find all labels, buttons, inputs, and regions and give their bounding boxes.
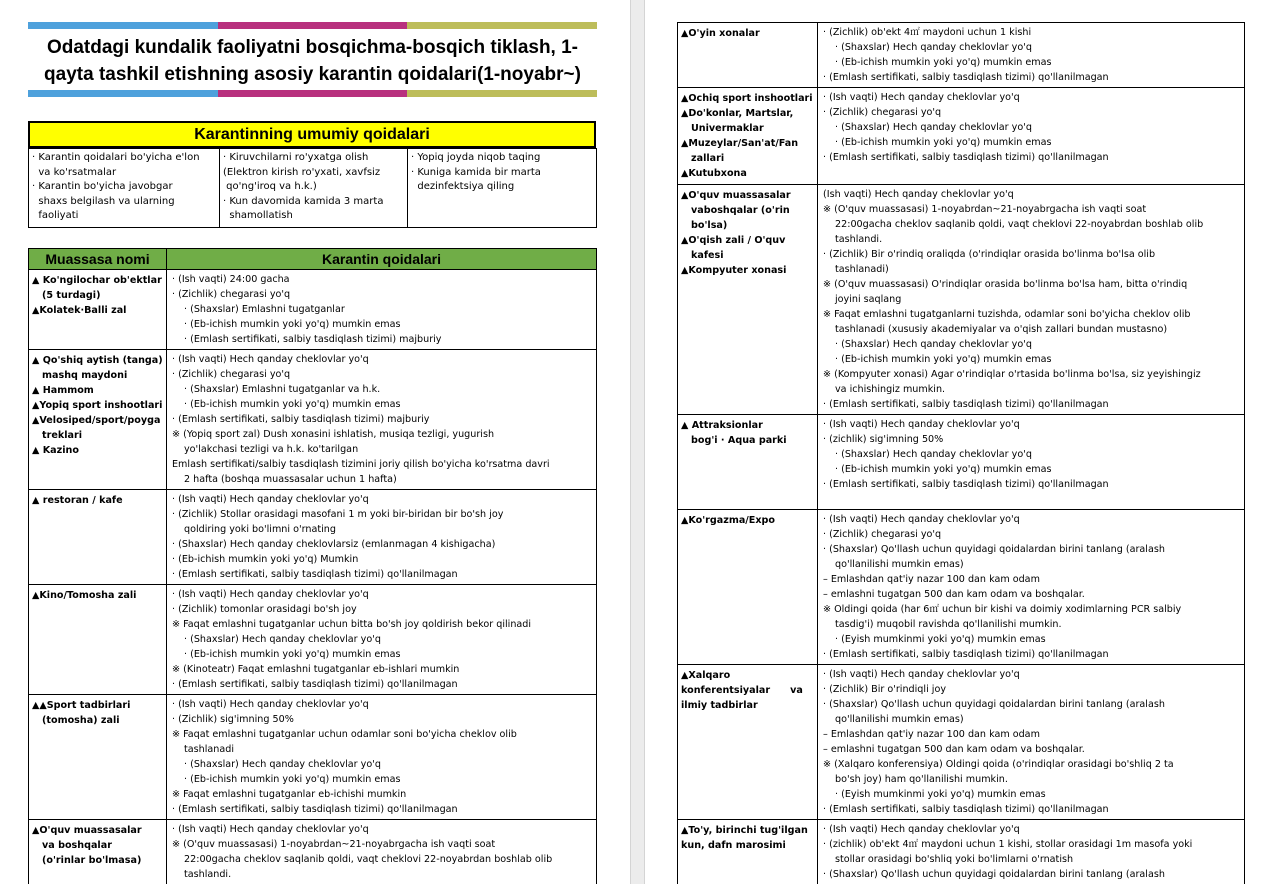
rule-line: · (Ish vaqti) Hech qanday cheklovlar yo'q: [172, 494, 369, 505]
institution-name-cell: [678, 665, 818, 820]
rule-line: · (Zichlik) chegarasi yo'q: [823, 107, 942, 118]
rule-line: stollar orasidagi bo'shliq yoki bo'limlarni o'rnatish: [835, 854, 1074, 865]
rule-line: ※ (Kinoteatr) Faqat emlashni tugatganlar eb-ishlari mumkin: [172, 664, 460, 675]
rule-line: · (Ish vaqti) Hech qanday cheklovlar yo'q: [823, 92, 1020, 103]
institution-name: ▲O'quv muassasalar: [681, 190, 791, 201]
institution-name: ▲To'y, birinchi tug'ilgan: [681, 825, 808, 836]
title-line: qayta tashkil etishning asosiy karantin qoidalari(1-noyabr~): [44, 64, 581, 85]
rule-line: · (Zichlik) Bir o'rindiqli joy: [823, 684, 946, 695]
rule-line: · (Shaxslar) Hech qanday cheklovlar yo'q: [184, 759, 381, 770]
rule-line: [823, 492, 1239, 507]
table-row: [678, 820, 1245, 884]
rule-line: · (Emlash sertifikati, salbiy tasdiqlash tizimi) majburiy: [184, 334, 442, 345]
rule-line: · (Eyish mumkinmi yoki yo'q) mumkin emas: [835, 789, 1046, 800]
quarantine-rules-cell: [818, 415, 1245, 510]
general-rule-line: · Karantin qoidalari bo'yicha e'lon: [32, 152, 200, 163]
institution-name: ilmiy tadbirlar: [681, 700, 758, 711]
rule-line: · (Emlash sertifikati, salbiy tasdiqlash tizimi) qo'llanilmagan: [172, 569, 458, 580]
bottom-color-stripe: [28, 90, 597, 97]
quarantine-rules-cell: [818, 820, 1245, 884]
rule-line: · (Zichlik) Stollar orasidagi masofani 1 m yoki bir-biridan bir bo'sh joy: [172, 509, 504, 520]
rule-line: · (Emlash sertifikati, salbiy tasdiqlash tizimi) qo'llanilmagan: [823, 72, 1109, 83]
general-rule-line: · Kiruvchilarni ro'yxatga olish: [223, 152, 369, 163]
table-row: [678, 185, 1245, 415]
institution-name: ▲Ochiq sport inshootlari: [681, 93, 813, 104]
institution-name: ▲ Hammom: [32, 385, 94, 396]
quarantine-rules-cell: [167, 585, 597, 695]
general-rule-line: shaxs belgilash va ularning: [32, 195, 175, 207]
rule-line: tashlanadi: [184, 744, 234, 755]
rule-line: · (Ish vaqti) Hech qanday cheklovlar yo'q: [172, 589, 369, 600]
general-rules-heading: Karantinning umumiy qoidalari: [28, 121, 596, 148]
page-2: [645, 0, 1280, 884]
rule-line: · (Eyish mumkinmi yoki yo'q) mumkin emas: [835, 634, 1046, 645]
rule-line: · (Emlash sertifikati, salbiy tasdiqlash tizimi) qo'llanilmagan: [823, 649, 1109, 660]
quarantine-rules-cell: [818, 510, 1245, 665]
institution-name: treklari: [32, 430, 83, 441]
institution-name: ▲O'yin xonalar: [681, 28, 760, 39]
rule-line: ※ Faqat emlashni tugatganlar uchun odamlar soni bo'yicha cheklov olib: [172, 729, 517, 740]
rule-line: ※ (Yopiq sport zal) Dush xonasini ishlatish, musiqa tezligi, yugurish: [172, 429, 495, 440]
general-rule-line: · Kun davomida kamida 3 marta: [223, 195, 384, 207]
quarantine-rules-cell: [167, 350, 597, 490]
general-rules-table: [28, 148, 597, 228]
rule-line: ※ (O'quv muassasasi) 1-noyabrdan~21-noyabrgacha ish vaqti soat: [823, 204, 1147, 215]
rule-line: · (Eb-ichish mumkin yoki yo'q) Mumkin: [172, 554, 359, 565]
rule-line: · (Eb-ichish mumkin yoki yo'q) mumkin emas: [835, 464, 1052, 475]
institution-name-cell: [29, 270, 167, 350]
institution-name-cell: [29, 350, 167, 490]
institution-name-cell: [29, 585, 167, 695]
rule-line: va ichishingiz mumkin.: [835, 384, 946, 395]
rule-line: ※ (O'quv muassasasi) O'rindiqlar orasida bo'linma bo'lsa ham, bitta o'rindiq: [823, 279, 1188, 290]
institution-name: ▲Kompyuter xonasi: [681, 265, 787, 276]
rule-line: · (Zichlik) sig'imning 50%: [172, 714, 294, 725]
rule-line: · (Shaxslar) Hech qanday cheklovlar yo'q: [835, 339, 1032, 350]
rule-line: · (Shaxslar) Qo'llash uchun quyidagi qoidalardan birini tanlang (aralash: [823, 699, 1165, 710]
institution-name: ▲ restoran / kafe: [32, 495, 123, 506]
table-row: [29, 490, 597, 585]
institution-name-cell: [29, 490, 167, 585]
institution-name: ▲Do'konlar, Martslar,: [681, 108, 794, 119]
rule-line: · (Zichlik) tomonlar orasidagi bo'sh joy: [172, 604, 357, 615]
table-row: [678, 510, 1245, 665]
rule-line: (Ish vaqti) Hech qanday cheklovlar yo'q: [823, 189, 1014, 200]
institution-name: ▲Ko'rgazma/Expo: [681, 515, 776, 526]
rule-line: ※ (Kompyuter xonasi) Agar o'rindiqlar o'rtasida bo'linma bo'lsa, siz yeyishingiz: [823, 369, 1201, 380]
rule-line: tashlanadi): [835, 264, 889, 275]
quarantine-rules-cell: [167, 695, 597, 820]
table-row: [29, 585, 597, 695]
rule-line: · (Eb-ichish mumkin yoki yo'q) mumkin emas: [835, 57, 1052, 68]
general-rule-line: (Elektron kirish ro'yxati, xavfsiz: [223, 166, 381, 178]
institution-name-cell: [29, 695, 167, 820]
rule-line: · (Ish vaqti) Hech qanday cheklovlar yo'q: [823, 669, 1020, 680]
rule-line: · (Ish vaqti) Hech qanday cheklovlar yo'q: [172, 824, 369, 835]
rule-line: · (Shaxslar) Hech qanday cheklovlarsiz (emlanmagan 4 kishigacha): [172, 539, 496, 550]
rule-line: · (Shaxslar) Hech qanday cheklovlar yo'q: [835, 42, 1032, 53]
quarantine-rules-cell: [167, 820, 597, 884]
rule-line: Emlash sertifikati/salbiy tasdiqlash tizimini joriy qilish bo'yicha ko'rsatma davri: [172, 459, 550, 470]
quarantine-rules-cell: [818, 185, 1245, 415]
rule-line: joyini saqlang: [835, 294, 902, 305]
institution-name: konferentsiyalar va: [681, 685, 803, 696]
column-header-rules: Karantin qoidalari: [167, 249, 597, 270]
institution-name: va boshqalar: [32, 840, 112, 851]
institution-name: (tomosha) zali: [32, 715, 120, 726]
institution-name: Univermaklar: [681, 123, 764, 134]
institution-name: ▲Kolatek·Balli zal: [32, 305, 127, 316]
rule-line: · (Ish vaqti) 24:00 gacha: [172, 274, 290, 285]
table-row: [678, 415, 1245, 510]
institution-name: ▲ Qo'shiq aytish (tanga): [32, 355, 163, 366]
top-color-stripe: [28, 22, 597, 29]
general-rules-cell: [408, 149, 597, 228]
institution-name: ▲▲Sport tadbirlari: [32, 700, 131, 711]
general-rule-line: · Karantin bo'yicha javobgar: [32, 181, 173, 192]
rule-line: tasdig'i) muqobil ravishda qo'llanilishi mumkin.: [835, 619, 1062, 630]
quarantine-rules-cell: [167, 490, 597, 585]
rule-line: · (Eb-ichish mumkin yoki yo'q) mumkin emas: [835, 354, 1052, 365]
rule-line: ※ Faqat emlashni tugatganlarni tuzishda, odamlar soni bo'yicha cheklov olib: [823, 309, 1191, 320]
rule-line: 22:00gacha cheklov saqlanib qoldi, vaqt cheklovi 22-noyabrdan boshlab olib: [184, 854, 553, 865]
quarantine-rules-table-left: [28, 248, 597, 884]
rule-line: · (Ish vaqti) Hech qanday cheklovlar yo'q: [823, 514, 1020, 525]
rule-line: · (Shaxslar) Hech qanday cheklovlar yo'q: [835, 449, 1032, 460]
rule-line: ※ (O'quv muassasasi) 1-noyabrdan~21-noyabrgacha ish vaqti soat: [172, 839, 496, 850]
rule-line: · (Ish vaqti) Hech qanday cheklovlar yo'q: [172, 699, 369, 710]
page-1: [0, 0, 630, 884]
rule-line: – Emlashdan qat'iy nazar 100 dan kam odam: [823, 574, 1040, 585]
institution-name: ▲ Ko'ngilochar ob'ektlar: [32, 275, 162, 286]
institution-name-cell: [678, 88, 818, 185]
rule-line: · (Zichlik) Bir o'rindiq oraliqda (o'rindiqlar orasida bo'linma bo'lsa olib: [823, 249, 1156, 260]
rule-line: qo'llanilishi mumkin emas): [835, 559, 964, 570]
table-row: [678, 88, 1245, 185]
table-row: [678, 665, 1245, 820]
institution-name: bog'i · Aqua parki: [681, 435, 787, 446]
page-gutter: [630, 0, 645, 884]
institution-name: ▲Xalqaro: [681, 670, 731, 681]
institution-name: ▲ Kazino: [32, 445, 79, 456]
institution-name-cell: [678, 820, 818, 884]
rule-line: ※ (Xalqaro konferensiya) Oldingi qoida (o'rindiqlar orasidagi bo'shliq 2 ta: [823, 759, 1174, 770]
institution-name: ▲O'qish zali / O'quv: [681, 235, 786, 246]
general-rule-line: va ko'rsatmalar: [32, 166, 117, 178]
quarantine-rules-cell: [167, 270, 597, 350]
general-rules-cell: [29, 149, 220, 228]
institution-name: (5 turdagi): [32, 290, 101, 301]
table-row: [29, 270, 597, 350]
rule-line: · (Eb-ichish mumkin yoki yo'q) mumkin emas: [184, 399, 401, 410]
rule-line: · (zichlik) sig'imning 50%: [823, 434, 944, 445]
quarantine-rules-table-right: [677, 22, 1245, 884]
rule-line: tashlandi.: [835, 234, 883, 245]
quarantine-rules-cell: [818, 88, 1245, 185]
general-rule-line: faoliyati: [32, 210, 79, 221]
rule-line: · (Emlash sertifikati, salbiy tasdiqlash tizimi) qo'llanilmagan: [172, 679, 458, 690]
rule-line: 22:00gacha cheklov saqlanib qoldi, vaqt cheklovi 22-noyabrdan boshlab olib: [835, 219, 1204, 230]
institution-name: ▲ Attraksionlar: [681, 420, 763, 431]
rule-line: qoldiring yoki bo'limni o'rnating: [184, 524, 336, 535]
column-header-institution: Muassasa nomi: [29, 249, 167, 270]
rule-line: · (Emlash sertifikati, salbiy tasdiqlash tizimi) qo'llanilmagan: [823, 399, 1109, 410]
table-row: [29, 820, 597, 884]
rule-line: · (Shaxslar) Hech qanday cheklovlar yo'q: [835, 122, 1032, 133]
rule-line: qo'llanilishi mumkin emas): [835, 714, 964, 725]
institution-name-cell: [678, 185, 818, 415]
institution-name: kun, dafn marosimi: [681, 840, 786, 851]
institution-name-cell: [678, 415, 818, 510]
document-title: [28, 34, 597, 88]
institution-name-cell: [678, 23, 818, 88]
rule-line: · (Shaxslar) Qo'llash uchun quyidagi qoidalardan birini tanlang (aralash: [823, 544, 1165, 555]
institution-name: ▲Muzeylar/San'at/Fan: [681, 138, 799, 149]
rule-line: · (Emlash sertifikati, salbiy tasdiqlash tizimi) qo'llanilmagan: [823, 479, 1109, 490]
institution-name: ▲Kino/Tomosha zali: [32, 590, 137, 601]
table-row: [29, 350, 597, 490]
general-rule-line: shamollatish: [223, 210, 293, 221]
institution-name: vaboshqalar (o'rin: [681, 205, 790, 216]
rule-line: · (Zichlik) ob'ekt 4㎡ maydoni uchun 1 kishi: [823, 27, 1032, 38]
table-row: [29, 695, 597, 820]
institution-name: (o'rinlar bo'lmasa): [32, 855, 142, 866]
rule-line: ※ Faqat emlashni tugatganlar uchun bitta bo'sh joy qoldirish bekor qilinadi: [172, 619, 532, 630]
title-line: Odatdagi kundalik faoliyatni bosqichma-bosqich tiklash, 1-: [46, 37, 579, 58]
rule-line: · (Shaxslar) Hech qanday cheklovlar yo'q: [184, 634, 381, 645]
rule-line: · (Eb-ichish mumkin yoki yo'q) mumkin emas: [835, 137, 1052, 148]
rule-line: ※ Oldingi qoida (har 6㎡ uchun bir kishi va doimiy xodimlarning PCR salbiy: [823, 604, 1182, 615]
general-rules-box: [28, 121, 596, 228]
institution-name: ▲Velosiped/sport/poyga: [32, 415, 161, 426]
institution-name: ▲O'quv muassasalar: [32, 825, 142, 836]
rule-line: tashlandi.: [184, 869, 232, 880]
rule-line: – Emlashdan qat'iy nazar 100 dan kam odam: [823, 729, 1040, 740]
table-row: [678, 23, 1245, 88]
rule-line: · (Emlash sertifikati, salbiy tasdiqlash tizimi) qo'llanilmagan: [823, 804, 1109, 815]
institution-name-cell: [678, 510, 818, 665]
rule-line: · (Shaxslar) Emlashni tugatganlar va h.k.: [184, 384, 381, 395]
rule-line: · (Emlash sertifikati, salbiy tasdiqlash tizimi) majburiy: [172, 414, 430, 425]
rule-line: 2 hafta (boshqa muassasalar uchun 1 hafta): [184, 474, 397, 485]
institution-name-cell: [29, 820, 167, 884]
institution-name: bo'lsa): [681, 220, 728, 231]
rule-line: – emlashni tugatgan 500 dan kam odam va boshqalar.: [823, 589, 1085, 600]
quarantine-rules-cell: [818, 665, 1245, 820]
general-rule-line: · Kuniga kamida bir marta: [411, 166, 541, 178]
institution-name: ▲Kutubxona: [681, 168, 747, 179]
rule-line: · (Zichlik) chegarasi yo'q: [823, 529, 942, 540]
rule-line: tashlanadi (xususiy akademiyalar va o'qish zallari bundan mustasno): [835, 324, 1168, 335]
rule-line: · (Eb-ichish mumkin yoki yo'q) mumkin emas: [184, 774, 401, 785]
rule-line: · (Zichlik) chegarasi yo'q: [172, 369, 291, 380]
general-rules-cell: [220, 149, 408, 228]
institution-name: kafesi: [681, 250, 724, 261]
rule-line: bo'sh joy) ham qo'llanilishi mumkin.: [835, 774, 1008, 785]
rule-line: · (Ish vaqti) Hech qanday cheklovlar yo'q: [172, 354, 369, 365]
rule-line: · (Shaxslar) Qo'llash uchun quyidagi qoidalardan birini tanlang (aralash: [823, 869, 1165, 880]
institution-name: mashq maydoni: [32, 370, 128, 381]
rule-line: ※ Faqat emlashni tugatganlar eb-ichishi mumkin: [172, 789, 407, 800]
general-rule-line: · Yopiq joyda niqob taqing: [411, 152, 541, 163]
rule-line: · (Zichlik) chegarasi yo'q: [172, 289, 291, 300]
rule-line: · (Ish vaqti) Hech qanday cheklovlar yo'q: [823, 824, 1020, 835]
general-rule-line: qo'ng'iroq va h.k.): [223, 181, 317, 192]
institution-name: ▲Yopiq sport inshootlari: [32, 400, 163, 411]
rule-line: · (Eb-ichish mumkin yoki yo'q) mumkin emas: [184, 649, 401, 660]
rule-line: · (Emlash sertifikati, salbiy tasdiqlash tizimi) qo'llanilmagan: [172, 804, 458, 815]
rule-line: · (Emlash sertifikati, salbiy tasdiqlash tizimi) qo'llanilmagan: [823, 152, 1109, 163]
rule-line: · (Ish vaqti) Hech qanday cheklovlar yo'q: [823, 419, 1020, 430]
general-rule-line: dezinfektsiya qiling: [411, 181, 515, 192]
rule-line: – emlashni tugatgan 500 dan kam odam va boshqalar.: [823, 744, 1085, 755]
quarantine-rules-cell: [818, 23, 1245, 88]
rule-line: · (Shaxslar) Emlashni tugatganlar: [184, 304, 345, 315]
rule-line: · (Eb-ichish mumkin yoki yo'q) mumkin emas: [184, 319, 401, 330]
institution-name: zallari: [681, 153, 725, 164]
rule-line: · (zichlik) ob'ekt 4㎡ maydoni uchun 1 kishi, stollar orasidagi 1m masofa yoki: [823, 839, 1193, 850]
rule-line: yo'lakchasi tezligi va h.k. ko'tarilgan: [184, 444, 359, 455]
